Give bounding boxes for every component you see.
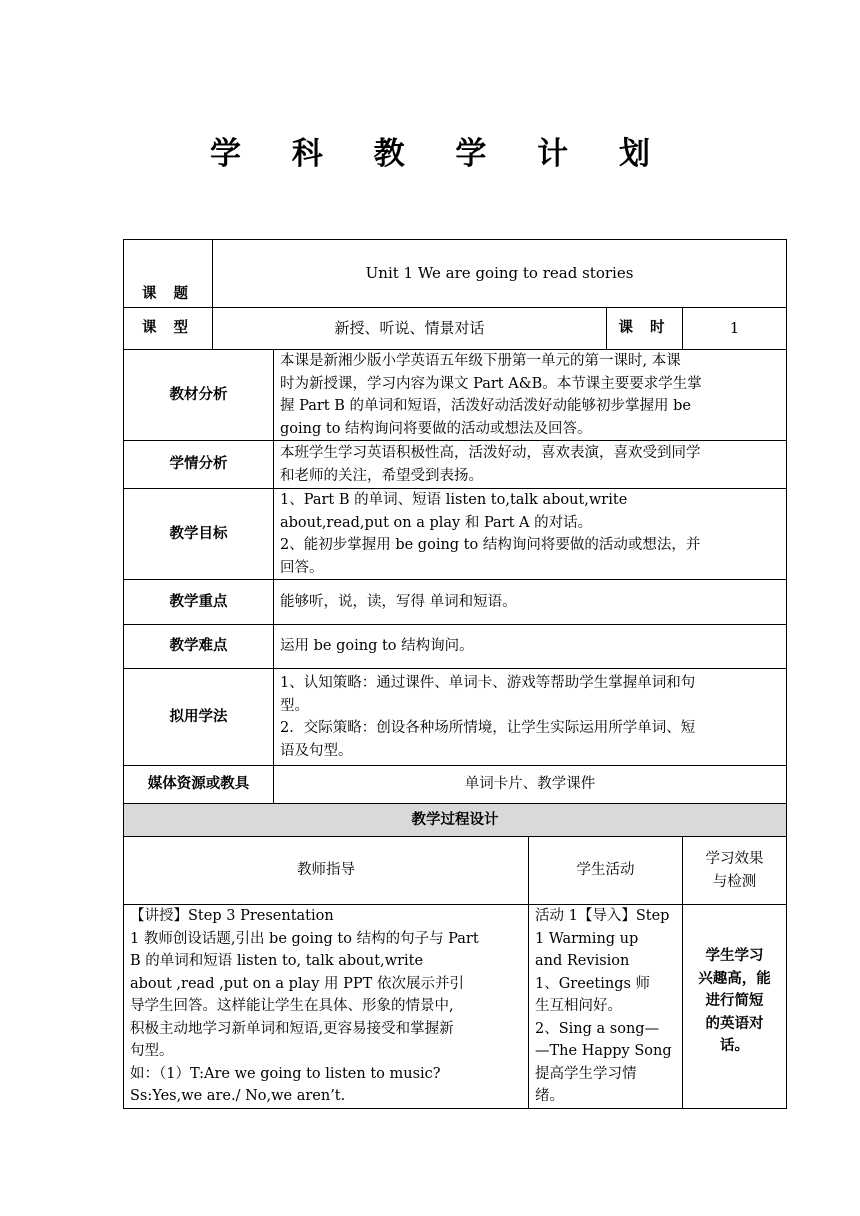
text-line: B 的单词和短语 listen to, talk about,write	[130, 953, 424, 969]
text-line: 1 Warming up	[535, 930, 639, 947]
text-line: 1、Part B 的单词、短语 listen to,talk about,write	[280, 492, 628, 508]
text-line: 2．交际策略：创设各种场所情境，让学生实际运用所学单词、短	[280, 720, 696, 736]
difficulties-label: 教学难点	[124, 625, 274, 669]
learner-analysis-label: 学情分析	[124, 441, 274, 489]
text-line: Ss:Yes,we are./ No,we aren’t.	[130, 1088, 346, 1104]
text-line: 语及句型。	[280, 742, 353, 759]
topic-value: Unit 1 We are going to read stories	[213, 240, 787, 308]
text-line: 【讲授】Step 3 Presentation	[130, 908, 334, 924]
objectives-text	[274, 489, 787, 580]
text-line: 生互相问好。	[535, 998, 622, 1014]
text-line: 握 Part B 的单词和短语，活泼好动活泼好动能够初步掌握用 be	[280, 398, 691, 414]
text-line: 2、能初步掌握用 be going to 结构询问将要做的活动或想法，并	[280, 537, 701, 553]
lesson-plan-table	[123, 239, 787, 1109]
lesson-type-row	[124, 308, 787, 350]
text-line: 型。	[280, 697, 309, 714]
lesson-type-label: 课 型	[124, 308, 213, 350]
text-line: 的英语对	[705, 1015, 764, 1032]
text-line: about,read,put on a play 和 Part A 的对话。	[280, 514, 593, 531]
difficulties-row	[124, 625, 787, 669]
topic-label: 课 题	[124, 240, 213, 308]
text-line: about ,read ,put on a play 用 PPT 依次展示并引	[130, 975, 464, 992]
key-points-text: 能够听，说，读，写得 单词和短语。	[274, 580, 787, 625]
learner-analysis-text	[274, 441, 787, 489]
media-label: 媒体资源或教具	[124, 766, 274, 804]
process-band-row	[124, 804, 787, 837]
text-line: 句型。	[130, 1043, 174, 1059]
text-line: 时为新授课，学习内容为课文 Part A&B。本节课主要要求学生掌	[280, 375, 702, 392]
text-line: 提高学生学习情	[535, 1065, 637, 1082]
text-line: 和老师的关注，希望受到表扬。	[280, 467, 483, 484]
lesson-type-value: 新授、听说、情景对话	[213, 308, 607, 350]
methods-row	[124, 669, 787, 766]
objectives-label: 教学目标	[124, 489, 274, 580]
media-value: 单词卡片、教学课件	[274, 766, 787, 804]
lesson-hours-value: 1	[683, 308, 787, 350]
text-line: 如：（1）T:Are we going to listen to music?	[130, 1065, 441, 1082]
text-line: 本课是新湘少版小学英语五年级下册第一单元的第一课时, 本课	[280, 353, 681, 369]
difficulties-text: 运用 be going to 结构询问。	[274, 625, 787, 669]
text-line: 积极主动地学习新单词和短语,更容易接受和掌握新	[130, 1020, 454, 1037]
text-line: going to 结构询问将要做的活动或想法及回答。	[280, 420, 592, 437]
text-line: 本班学生学习英语积极性高，活泼好动，喜欢表演，喜欢受到同学	[280, 445, 701, 461]
lesson-hours-label: 课 时	[607, 308, 683, 350]
text-line: 导学生回答。这样能让学生在具体、形象的情景中,	[130, 998, 454, 1014]
process-body-row	[124, 905, 787, 1109]
teacher-column-header: 教师指导	[124, 837, 529, 905]
effect-header-line: 学习效果	[705, 851, 764, 867]
methods-text	[274, 669, 787, 766]
key-points-label: 教学重点	[124, 580, 274, 625]
text-line: 活动 1【导入】Step	[535, 908, 670, 924]
text-line: 进行简短	[705, 993, 764, 1009]
text-line: 1、Greetings 师	[535, 975, 651, 992]
effect-column-header	[683, 837, 787, 905]
text-line: 话。	[720, 1038, 750, 1054]
effect-header-line: 与检测	[712, 873, 757, 890]
learning-effect-text	[683, 905, 787, 1109]
text-line: and Revision	[535, 953, 630, 969]
text-line: 学生学习	[705, 948, 764, 964]
text-line: 2、Sing a song—	[535, 1020, 660, 1037]
text-line: 绪。	[535, 1088, 564, 1104]
text-line: 1、认知策略：通过课件、单词卡、游戏等帮助学生掌握单词和句	[280, 675, 696, 691]
material-analysis-label: 教材分析	[124, 350, 274, 441]
student-activity-text	[529, 905, 683, 1109]
media-row	[124, 766, 787, 804]
material-analysis-row	[124, 350, 787, 441]
objectives-row	[124, 489, 787, 580]
text-line: 兴趣高，能	[698, 970, 771, 987]
text-line: 1 教师创设话题,引出 be going to 结构的句子与 Part	[130, 930, 479, 947]
page-title: 学 科 教 学 计 划	[210, 136, 670, 172]
topic-row	[124, 240, 787, 308]
material-analysis-text	[274, 350, 787, 441]
teacher-guidance-text	[124, 905, 529, 1109]
learner-analysis-row	[124, 441, 787, 489]
text-line: —The Happy Song	[535, 1043, 672, 1059]
text-line: 回答。	[280, 559, 324, 576]
key-points-row	[124, 580, 787, 625]
student-column-header: 学生活动	[529, 837, 683, 905]
methods-label: 拟用学法	[124, 669, 274, 766]
process-band: 教学过程设计	[124, 804, 787, 837]
process-header-row	[124, 837, 787, 905]
